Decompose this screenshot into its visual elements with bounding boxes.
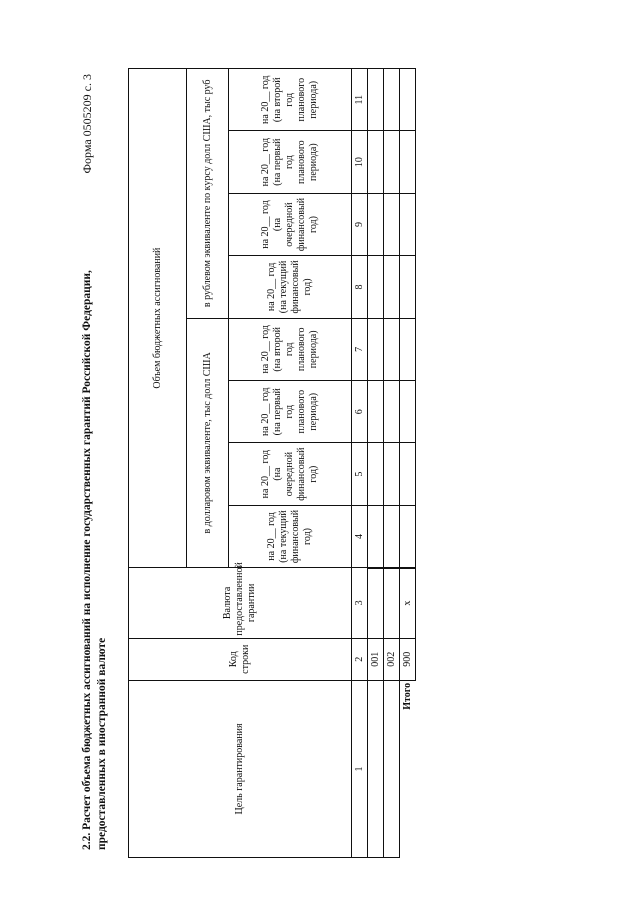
value-cell[interactable] <box>384 193 400 255</box>
column-number: 3 <box>352 568 368 638</box>
currency-cell[interactable] <box>384 568 400 638</box>
value-cell[interactable] <box>368 193 384 255</box>
total-value-cell[interactable] <box>400 193 416 255</box>
purpose-cell[interactable] <box>384 680 400 857</box>
rotated-form-page <box>80 68 413 858</box>
value-cell[interactable] <box>384 381 400 443</box>
column-number: 7 <box>352 318 368 380</box>
header-code: Код строки <box>129 638 352 680</box>
value-cell[interactable] <box>368 131 384 193</box>
value-cell[interactable] <box>384 318 400 380</box>
value-cell[interactable] <box>368 256 384 318</box>
column-number: 6 <box>352 381 368 443</box>
year-header-11: на 20__ год (на второй год планового периода) <box>229 69 352 131</box>
total-value-cell[interactable] <box>400 381 416 443</box>
header-currency: Валюта предоставленной гарантии <box>129 568 352 638</box>
total-value-cell[interactable] <box>400 443 416 505</box>
total-value-cell[interactable] <box>400 256 416 318</box>
value-cell[interactable] <box>368 443 384 505</box>
total-value-cell[interactable] <box>400 69 416 131</box>
currency-cell[interactable] <box>368 568 384 638</box>
section-title: 2.2. Расчет объема бюджетных ассигнований на исполнение государственных гарантий Российской Федерации, предоставленных в иностранной валюте <box>81 270 108 850</box>
header-usd-group: в долларовом эквиваленте, тыс долл США <box>187 318 229 568</box>
table-row <box>368 69 384 858</box>
year-header-6: на 20__ год (на первый год планового периода) <box>229 381 352 443</box>
value-cell[interactable] <box>368 69 384 131</box>
year-header-10: на 20__ год (на первый год планового периода) <box>229 131 352 193</box>
column-number: 10 <box>352 131 368 193</box>
header-rub-group: в рублевом эквиваленте по курсу долл США, тыс руб <box>187 69 229 319</box>
budget-allocation-table <box>128 68 416 858</box>
year-header-8: на 20__ год (на текущий финансовый год) <box>229 256 352 318</box>
column-number: 8 <box>352 256 368 318</box>
purpose-cell[interactable] <box>368 680 384 857</box>
header-volume: Объем бюджетных ассигнований <box>129 69 187 568</box>
value-cell[interactable] <box>384 256 400 318</box>
column-number: 1 <box>352 680 368 857</box>
column-number: 9 <box>352 193 368 255</box>
total-label: Итого <box>401 682 413 710</box>
value-cell[interactable] <box>384 443 400 505</box>
total-currency-cell: x <box>400 568 416 638</box>
column-number: 5 <box>352 443 368 505</box>
column-number: 4 <box>352 505 368 567</box>
total-row <box>400 69 416 858</box>
code-cell: 001 <box>368 638 384 680</box>
form-reference: Форма 0505209 с. 3 <box>80 74 94 174</box>
value-cell[interactable] <box>368 505 384 567</box>
value-cell[interactable] <box>368 381 384 443</box>
total-value-cell[interactable] <box>400 505 416 567</box>
value-cell[interactable] <box>384 505 400 567</box>
year-header-9: на 20__ год (на очередной финансовый год) <box>229 193 352 255</box>
year-header-7: на 20__ год (на второй год планового периода) <box>229 318 352 380</box>
header-purpose: Цель гарантирования <box>129 680 352 857</box>
value-cell[interactable] <box>384 69 400 131</box>
column-number: 11 <box>352 69 368 131</box>
total-value-cell[interactable] <box>400 131 416 193</box>
year-header-4: на 20__ год (на текущий финансовый год) <box>229 505 352 567</box>
value-cell[interactable] <box>384 131 400 193</box>
code-cell: 002 <box>384 638 400 680</box>
column-number: 2 <box>352 638 368 680</box>
total-value-cell[interactable] <box>400 318 416 380</box>
year-header-5: на 20__ год (на очередной финансовый год) <box>229 443 352 505</box>
total-code-cell: 900 <box>400 638 416 680</box>
table-row <box>384 69 400 858</box>
value-cell[interactable] <box>368 318 384 380</box>
